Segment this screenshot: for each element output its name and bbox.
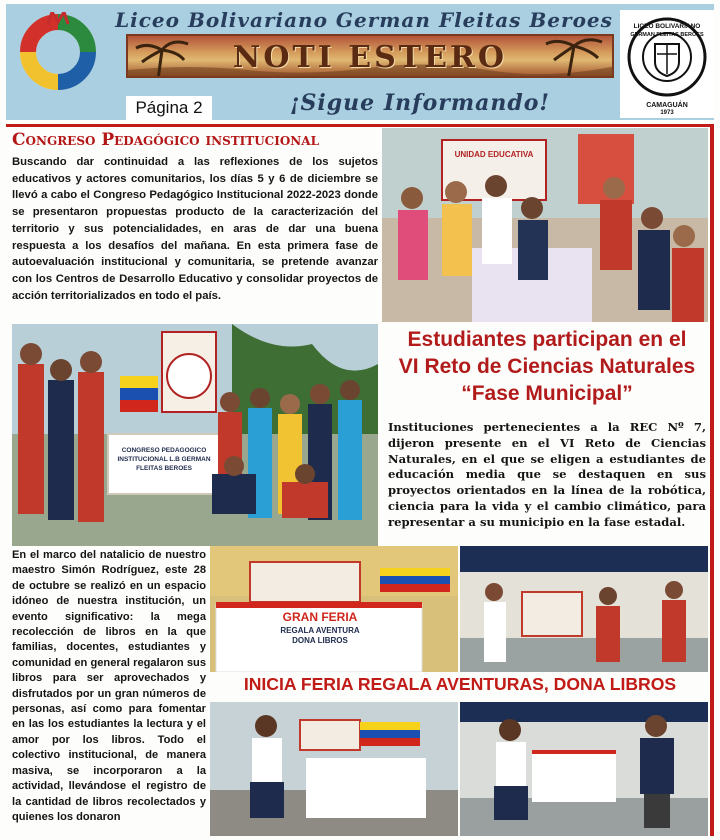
section2-title-line1: Estudiantes participan en el: [407, 328, 687, 351]
congress-photo-scene: [382, 128, 708, 322]
page-number-label: Página 2: [126, 96, 212, 120]
section2-title-line3: “Fase Municipal”: [461, 382, 633, 405]
fair-banner-line3: DONA LIBROS: [292, 636, 348, 645]
section1-body: Buscando dar continuidad a las reflexiones de los sujetos educativos y actores comunitarios, los días 5 y 6 de diciembre se llevó a cabo el Congreso Pedagógico Institucional 2022-2023 donde se presentaron propuestas producto de la caracterización del territorio y sus potencialidades, en aras de dar una buena respuesta a los desafíos del mañana. En esta primera fase de autoevaluación institucional y comunitaria, se pretende avanzar con los Centros de Desarrollo Educativo y consolidar proyectos de acción territorializados en todo el país.: [12, 156, 378, 302]
seal-side-text: GERMAN FLEITAS BEROES: [630, 32, 704, 38]
newsletter-header: [6, 4, 714, 120]
section2-body: Instituciones pertenecientes a la REC Nº 7, dijeron presente en el VI Reto de Ciencias Naturales, en el que se eligen a estudiantes de educación media que se destaquen en sus proyectos orientados en la línea de la robótica, ciencia para la vida y el cambio climático, para representar a su municipio en la fase estadal.: [388, 420, 706, 529]
fair-banner-line1: GRAN FERIA: [282, 610, 358, 624]
seal-year: 1973: [660, 110, 674, 116]
section1-title: Congreso Pedagógico institucional: [12, 130, 320, 150]
fair-students-scene: [460, 702, 708, 836]
section2-title-line2: VI Reto de Ciencias Naturales: [398, 355, 696, 378]
congress-photo-large-group: [12, 324, 378, 546]
book-fair-student-photo: [210, 702, 458, 836]
book-donation-photo: [460, 546, 708, 672]
colorful-ring-logo-icon: [18, 12, 98, 92]
right-border: [710, 124, 714, 836]
congress-photo-group: [382, 128, 708, 322]
book-donation-scene: [460, 546, 708, 672]
fair-student-scene: [210, 702, 458, 836]
school-seal: [620, 10, 714, 118]
book-fair-students-photo: [460, 702, 708, 836]
section3-body: En el marco del natalicio de nuestro maestro Simón Rodríguez, este 28 de octubre se realizó en un espacio idóneo de nuestra institución, un evento significativo: la mega recolección de libros en la que familias, docentes, estudiantes y comunidad en general regalaron sus libros para ser aprovechados y disfrutados por un gran números de personas, así como para fomentar en las los estudiantes la lectura y el amor por los libros. Todo el colectivo institucional, de manera masiva, se incorporaron a la actividad, llevándose el registro de la cantidad de libros recolectados y quienes los donaron: [12, 549, 206, 823]
congress-photo-sign: UNIDAD EDUCATIVA: [454, 150, 534, 159]
fair-banner-line2: REGALA AVENTURA: [280, 626, 360, 635]
newsletter-name: NOTI ESTERO: [232, 40, 508, 75]
book-fair-banner-scene: [210, 546, 458, 672]
congress-banner-text: CONGRESO PEDAGOGICO INSTITUCIONAL L.B GERMAN FLEITAS BEROES: [117, 447, 211, 472]
section3-title: INICIA FERIA REGALA AVENTURAS, DONA LIBROS: [243, 674, 677, 694]
newsletter-banner: [126, 34, 614, 78]
seal-place: CAMAGUÁN: [646, 102, 688, 109]
section2-title: [384, 326, 710, 407]
header-divider: [6, 124, 714, 127]
newsletter-slogan: ¡Sigue Informando!: [289, 90, 551, 116]
book-fair-photo-banner: [210, 546, 458, 672]
school-name: Liceo Bolivariano German Fleitas Beroes: [115, 8, 613, 32]
large-group-scene: [12, 324, 378, 546]
seal-top-text: LICEO BOLIVARIANO: [633, 23, 701, 30]
